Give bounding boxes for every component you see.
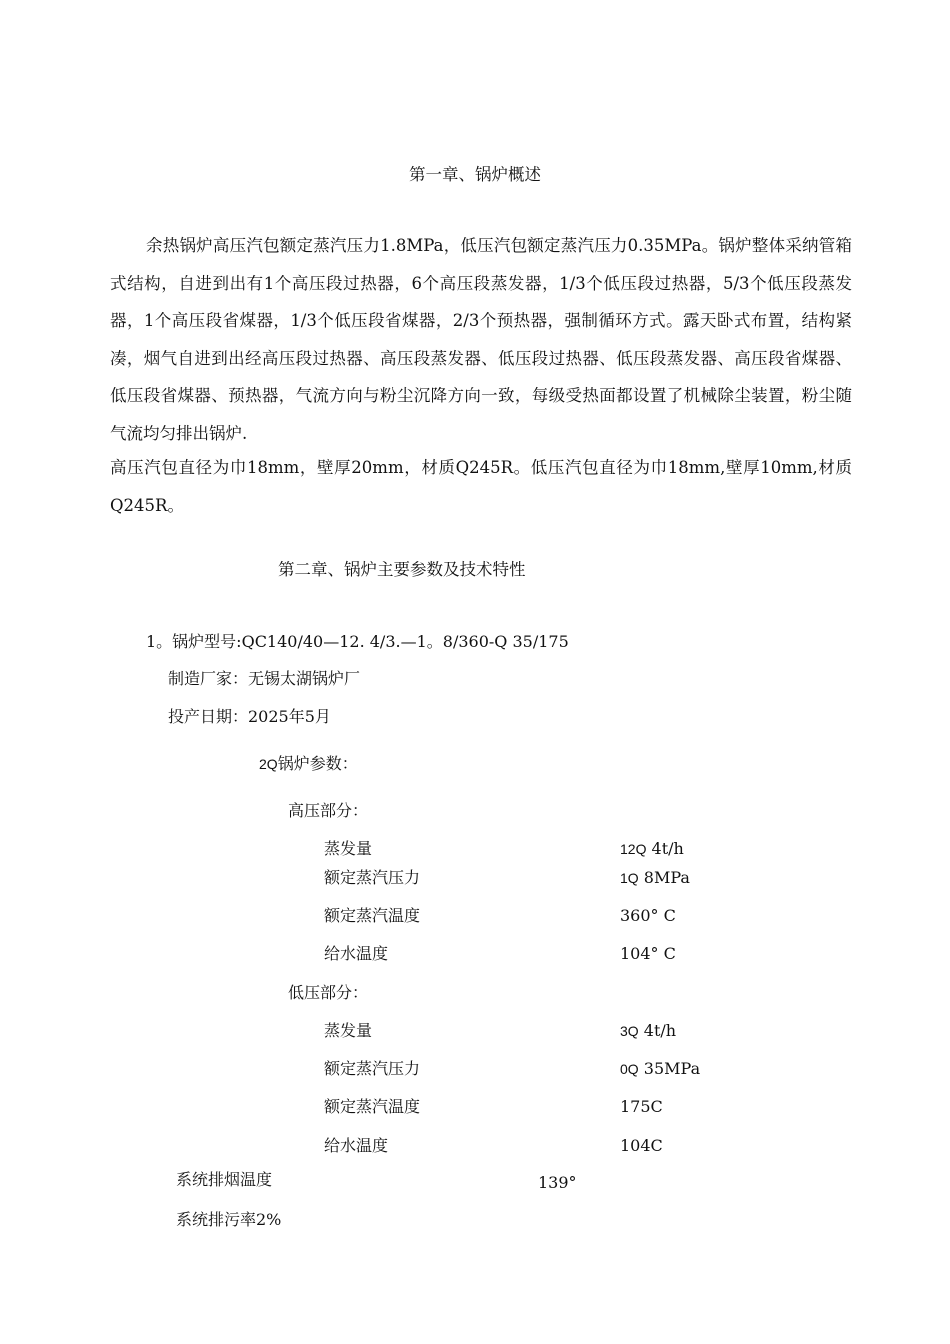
low-param-value: 3Q 4t/h bbox=[620, 1021, 677, 1040]
exhaust-temp-label: 系统排烟温度 bbox=[176, 1170, 273, 1189]
high-param-value: 360° C bbox=[620, 906, 676, 925]
exhaust-temp-value: 139° bbox=[538, 1173, 577, 1192]
blowdown-rate: 系统排污率2% bbox=[176, 1210, 282, 1229]
high-param-value: 1Q 8MPa bbox=[620, 868, 690, 887]
high-param-label: 额定蒸汽压力 bbox=[324, 868, 421, 887]
high-param-value: 104° C bbox=[620, 944, 676, 963]
low-param-value: 175C bbox=[620, 1097, 663, 1116]
chapter2-title: 第二章、锅炉主要参数及技术特性 bbox=[278, 560, 526, 579]
commission-date: 投产日期：2025年5月 bbox=[168, 707, 331, 726]
high-pressure-heading: 高压部分： bbox=[288, 801, 369, 820]
boiler-model: 1。锅炉型号:QC140/40—12. 4/3.—1。8/360-Q 35/175 bbox=[146, 632, 569, 651]
low-param-label: 蒸发量 bbox=[324, 1021, 373, 1040]
chapter1-title: 第一章、锅炉概述 bbox=[409, 165, 541, 184]
low-param-label: 给水温度 bbox=[324, 1136, 389, 1155]
params-title: 锅炉参数： bbox=[277, 754, 358, 773]
low-param-label: 额定蒸汽温度 bbox=[324, 1097, 421, 1116]
high-param-label: 额定蒸汽温度 bbox=[324, 906, 421, 925]
manufacturer: 制造厂家：无锡太湖锅炉厂 bbox=[168, 669, 361, 688]
low-param-label: 额定蒸汽压力 bbox=[324, 1059, 421, 1078]
high-param-label: 蒸发量 bbox=[324, 839, 373, 858]
chapter1-paragraph-1: 余热锅炉高压汽包额定蒸汽压力1.8MPa，低压汽包额定蒸汽压力0.35MPa。锅炉整体采纳管箱式结构，自进到出有1个高压段过热器，6个高压段蒸发器，1/3个低压段过热器，5/3个低压段蒸发器，1个高压段省煤器，1/3个低压段省煤器，2/3个预热器，强制循环方式。露天卧式布置，结构紧凑，烟气自进到出经高压段过热器、高压段蒸发器、低压段过热器、低压段蒸发器、高压段省煤器、低压段省煤器、预热器，气流方向与粉尘沉降方向一致，每级受热面都设置了机械除尘装置，粉尘随气流均匀排出锅炉. bbox=[110, 236, 852, 443]
low-param-value: 104C bbox=[620, 1136, 663, 1155]
high-param-label: 给水温度 bbox=[324, 944, 389, 963]
low-pressure-heading: 低压部分： bbox=[288, 983, 369, 1002]
params-prefix: 2Q bbox=[259, 756, 278, 772]
chapter1-paragraph-2: 高压汽包直径为巾18mm，壁厚20mm，材质Q245R。低压汽包直径为巾18mm,壁厚10mm,材质Q245R。 bbox=[110, 458, 852, 515]
high-param-value: 12Q 4t/h bbox=[620, 839, 684, 858]
params-heading bbox=[259, 754, 358, 774]
low-param-value: 0Q 35MPa bbox=[620, 1059, 701, 1078]
